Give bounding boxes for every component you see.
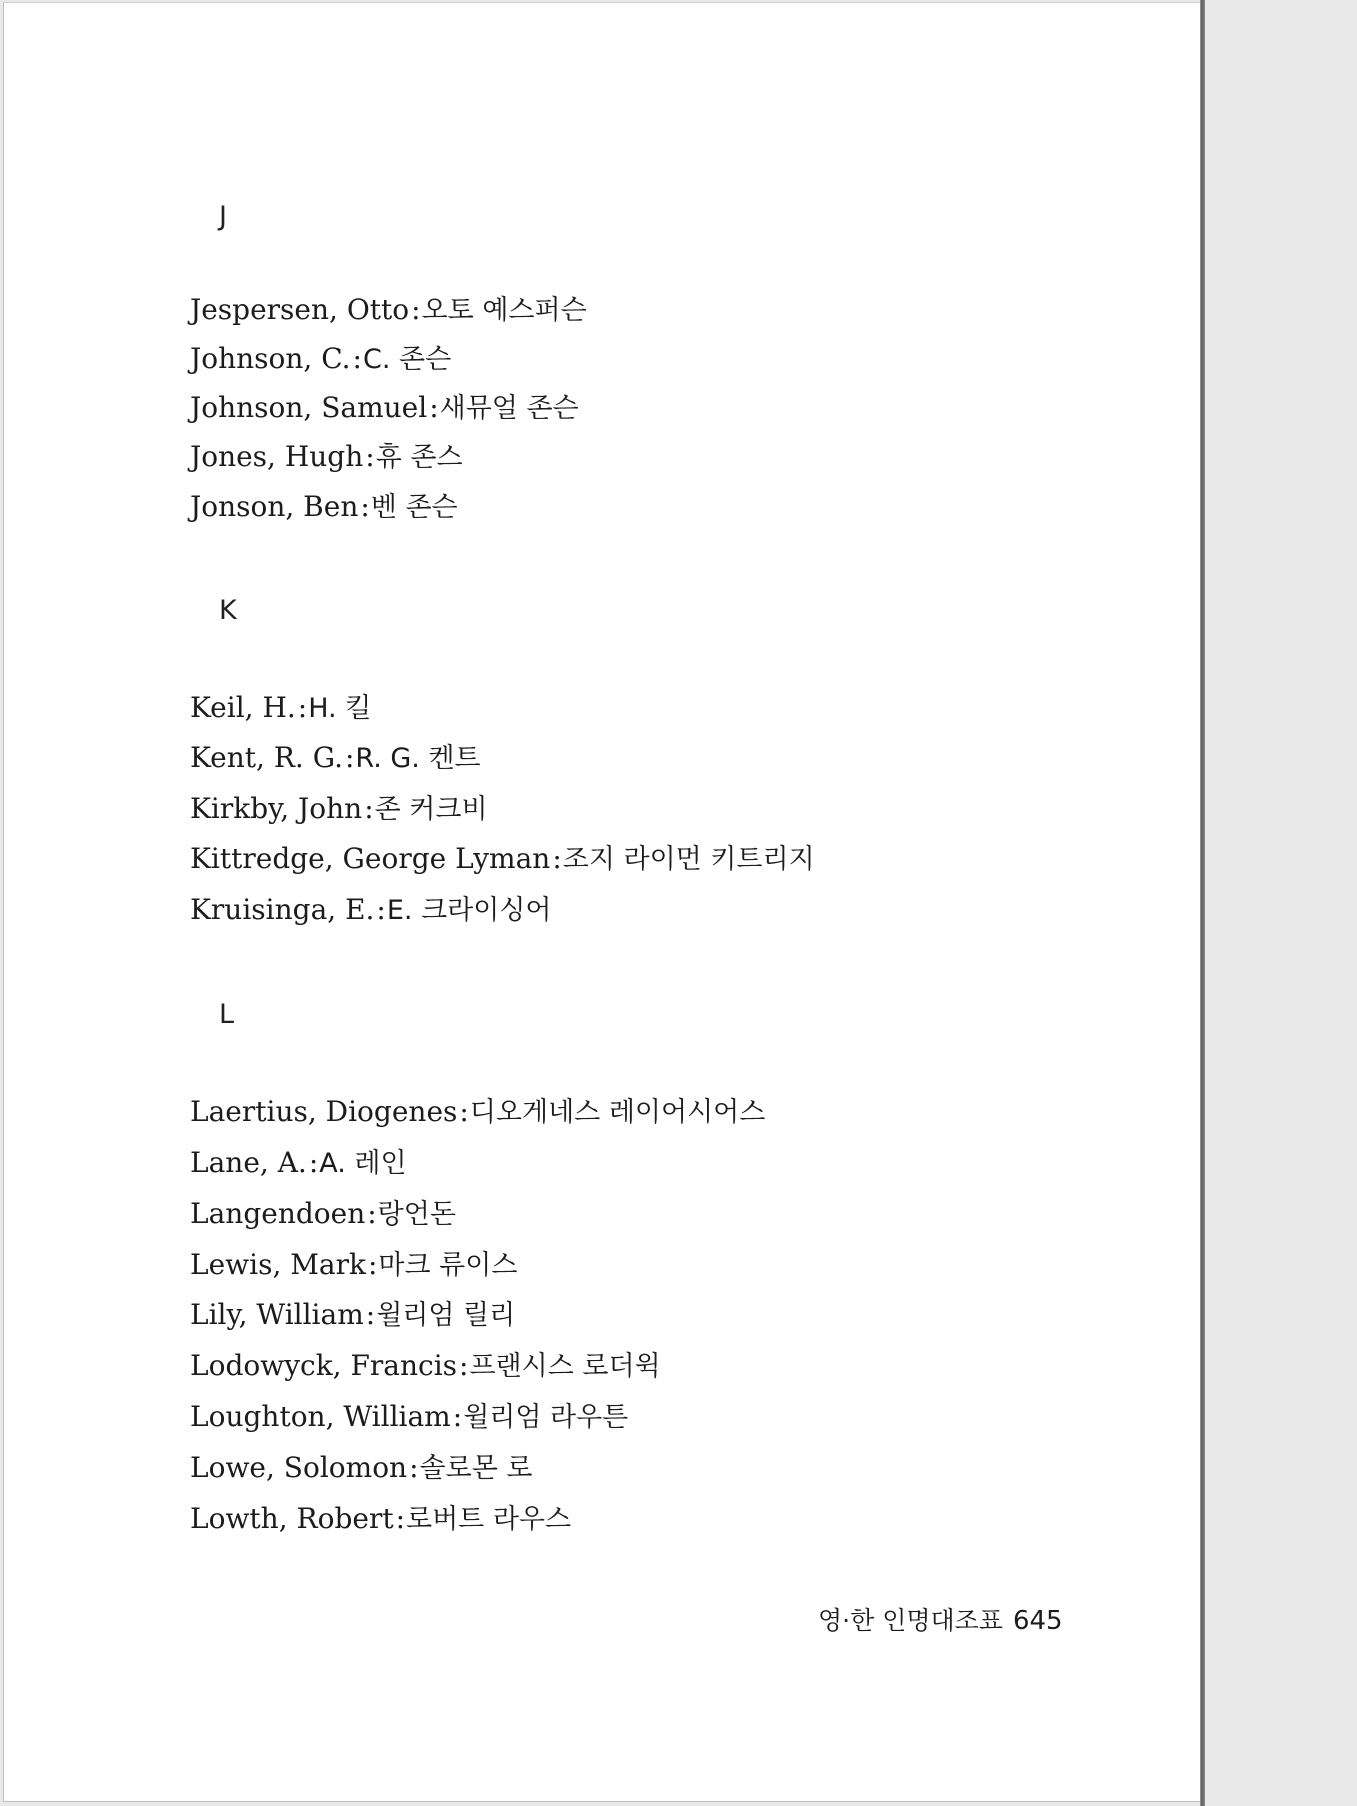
index-entry <box>190 490 458 523</box>
entry-separator: : <box>459 1349 469 1382</box>
entry-korean-name: 존 커크비 <box>374 794 488 825</box>
entry-english-name: Keil, H. <box>190 691 296 724</box>
entry-korean-name: 휴 존스 <box>375 442 463 473</box>
running-title: 영·한 인명대조표 <box>818 1606 1003 1635</box>
entry-english-name: Loughton, William <box>190 1400 451 1433</box>
entry-separator: : <box>367 1248 378 1281</box>
index-entry <box>190 1248 518 1281</box>
entry-korean-name: 조지 라이먼 키트리지 <box>562 844 815 875</box>
entry-korean-name: 윌리엄 릴리 <box>376 1300 516 1331</box>
entry-korean-name: E. 크라이싱어 <box>386 895 552 926</box>
index-entry <box>190 293 587 326</box>
index-entry <box>190 842 815 875</box>
index-entry <box>190 1502 572 1535</box>
entry-korean-name: 랑언돈 <box>377 1199 456 1230</box>
index-entry <box>190 1095 766 1128</box>
index-entry <box>190 1146 407 1179</box>
entry-separator: : <box>360 490 370 523</box>
entry-english-name: Lane, A. <box>190 1146 307 1179</box>
entry-separator: : <box>352 342 362 375</box>
entry-english-name: Jespersen, Otto <box>190 293 410 326</box>
entry-korean-name: 로버트 라우스 <box>406 1504 572 1535</box>
page-footer <box>818 1608 1063 1634</box>
entry-separator: : <box>459 1095 469 1128</box>
entry-separator: : <box>365 1298 376 1331</box>
entry-english-name: Lowth, Robert <box>190 1502 394 1535</box>
entry-separator: : <box>367 1197 377 1230</box>
entry-korean-name: 디오게네스 레이어시어스 <box>469 1097 766 1128</box>
entry-korean-name: A. 레인 <box>319 1148 407 1179</box>
entry-separator: : <box>411 293 421 326</box>
entry-korean-name: 오토 예스퍼슨 <box>421 295 587 326</box>
entry-english-name: Laertius, Diogenes <box>190 1095 458 1128</box>
entry-english-name: Johnson, C. <box>190 342 351 375</box>
page-edge-shadow <box>1200 0 1205 1806</box>
entry-separator: : <box>344 741 355 774</box>
entry-english-name: Jonson, Ben <box>190 490 359 523</box>
index-entry <box>190 440 463 473</box>
section-letter-k: K <box>219 595 237 626</box>
section-letter-j: J <box>219 201 227 232</box>
entry-english-name: Lowe, Solomon <box>190 1451 408 1484</box>
index-entry <box>190 1349 661 1382</box>
entry-korean-name: C. 존슨 <box>362 344 452 375</box>
index-entry <box>190 792 488 825</box>
entry-english-name: Lodowyck, Francis <box>190 1349 458 1382</box>
index-entry <box>190 1197 456 1230</box>
entry-separator: : <box>365 440 375 473</box>
entry-separator: : <box>308 1146 319 1179</box>
entry-korean-name: H. 킬 <box>308 693 372 724</box>
section-letter-l: L <box>219 999 235 1030</box>
entry-separator: : <box>297 691 308 724</box>
index-entry <box>190 391 579 424</box>
entry-english-name: Kittredge, George Lyman <box>190 842 551 875</box>
entry-english-name: Jones, Hugh <box>190 440 364 473</box>
entry-separator: : <box>552 842 562 875</box>
entry-korean-name: 새뮤얼 존슨 <box>439 393 579 424</box>
entry-english-name: Lewis, Mark <box>190 1248 366 1281</box>
entry-korean-name: 벤 존슨 <box>370 492 458 523</box>
entry-separator: : <box>452 1400 463 1433</box>
entry-english-name: Kruisinga, E. <box>190 893 375 926</box>
entry-separator: : <box>376 893 386 926</box>
entry-korean-name: 솔로몬 로 <box>419 1453 533 1484</box>
index-entry <box>190 893 552 926</box>
entry-korean-name: 윌리엄 라우튼 <box>463 1402 629 1433</box>
entry-separator: : <box>364 792 374 825</box>
entry-english-name: Kirkby, John <box>190 792 363 825</box>
index-entry <box>190 1451 533 1484</box>
index-entry <box>190 1400 629 1433</box>
index-entry <box>190 342 452 375</box>
entry-korean-name: 프랜시스 로더윅 <box>469 1351 661 1382</box>
entry-english-name: Lily, William <box>190 1298 364 1331</box>
entry-separator: : <box>409 1451 419 1484</box>
entry-korean-name: R. G. 켄트 <box>355 743 481 774</box>
entry-separator: : <box>429 391 439 424</box>
entry-english-name: Johnson, Samuel <box>190 391 428 424</box>
index-entry <box>190 1298 516 1331</box>
entry-english-name: Langendoen <box>190 1197 366 1230</box>
book-page <box>3 2 1200 1802</box>
index-entry <box>190 741 481 774</box>
index-entry <box>190 691 372 724</box>
entry-english-name: Kent, R. G. <box>190 741 343 774</box>
entry-separator: : <box>395 1502 406 1535</box>
entry-korean-name: 마크 류이스 <box>378 1250 518 1281</box>
page-number: 645 <box>1012 1606 1063 1636</box>
